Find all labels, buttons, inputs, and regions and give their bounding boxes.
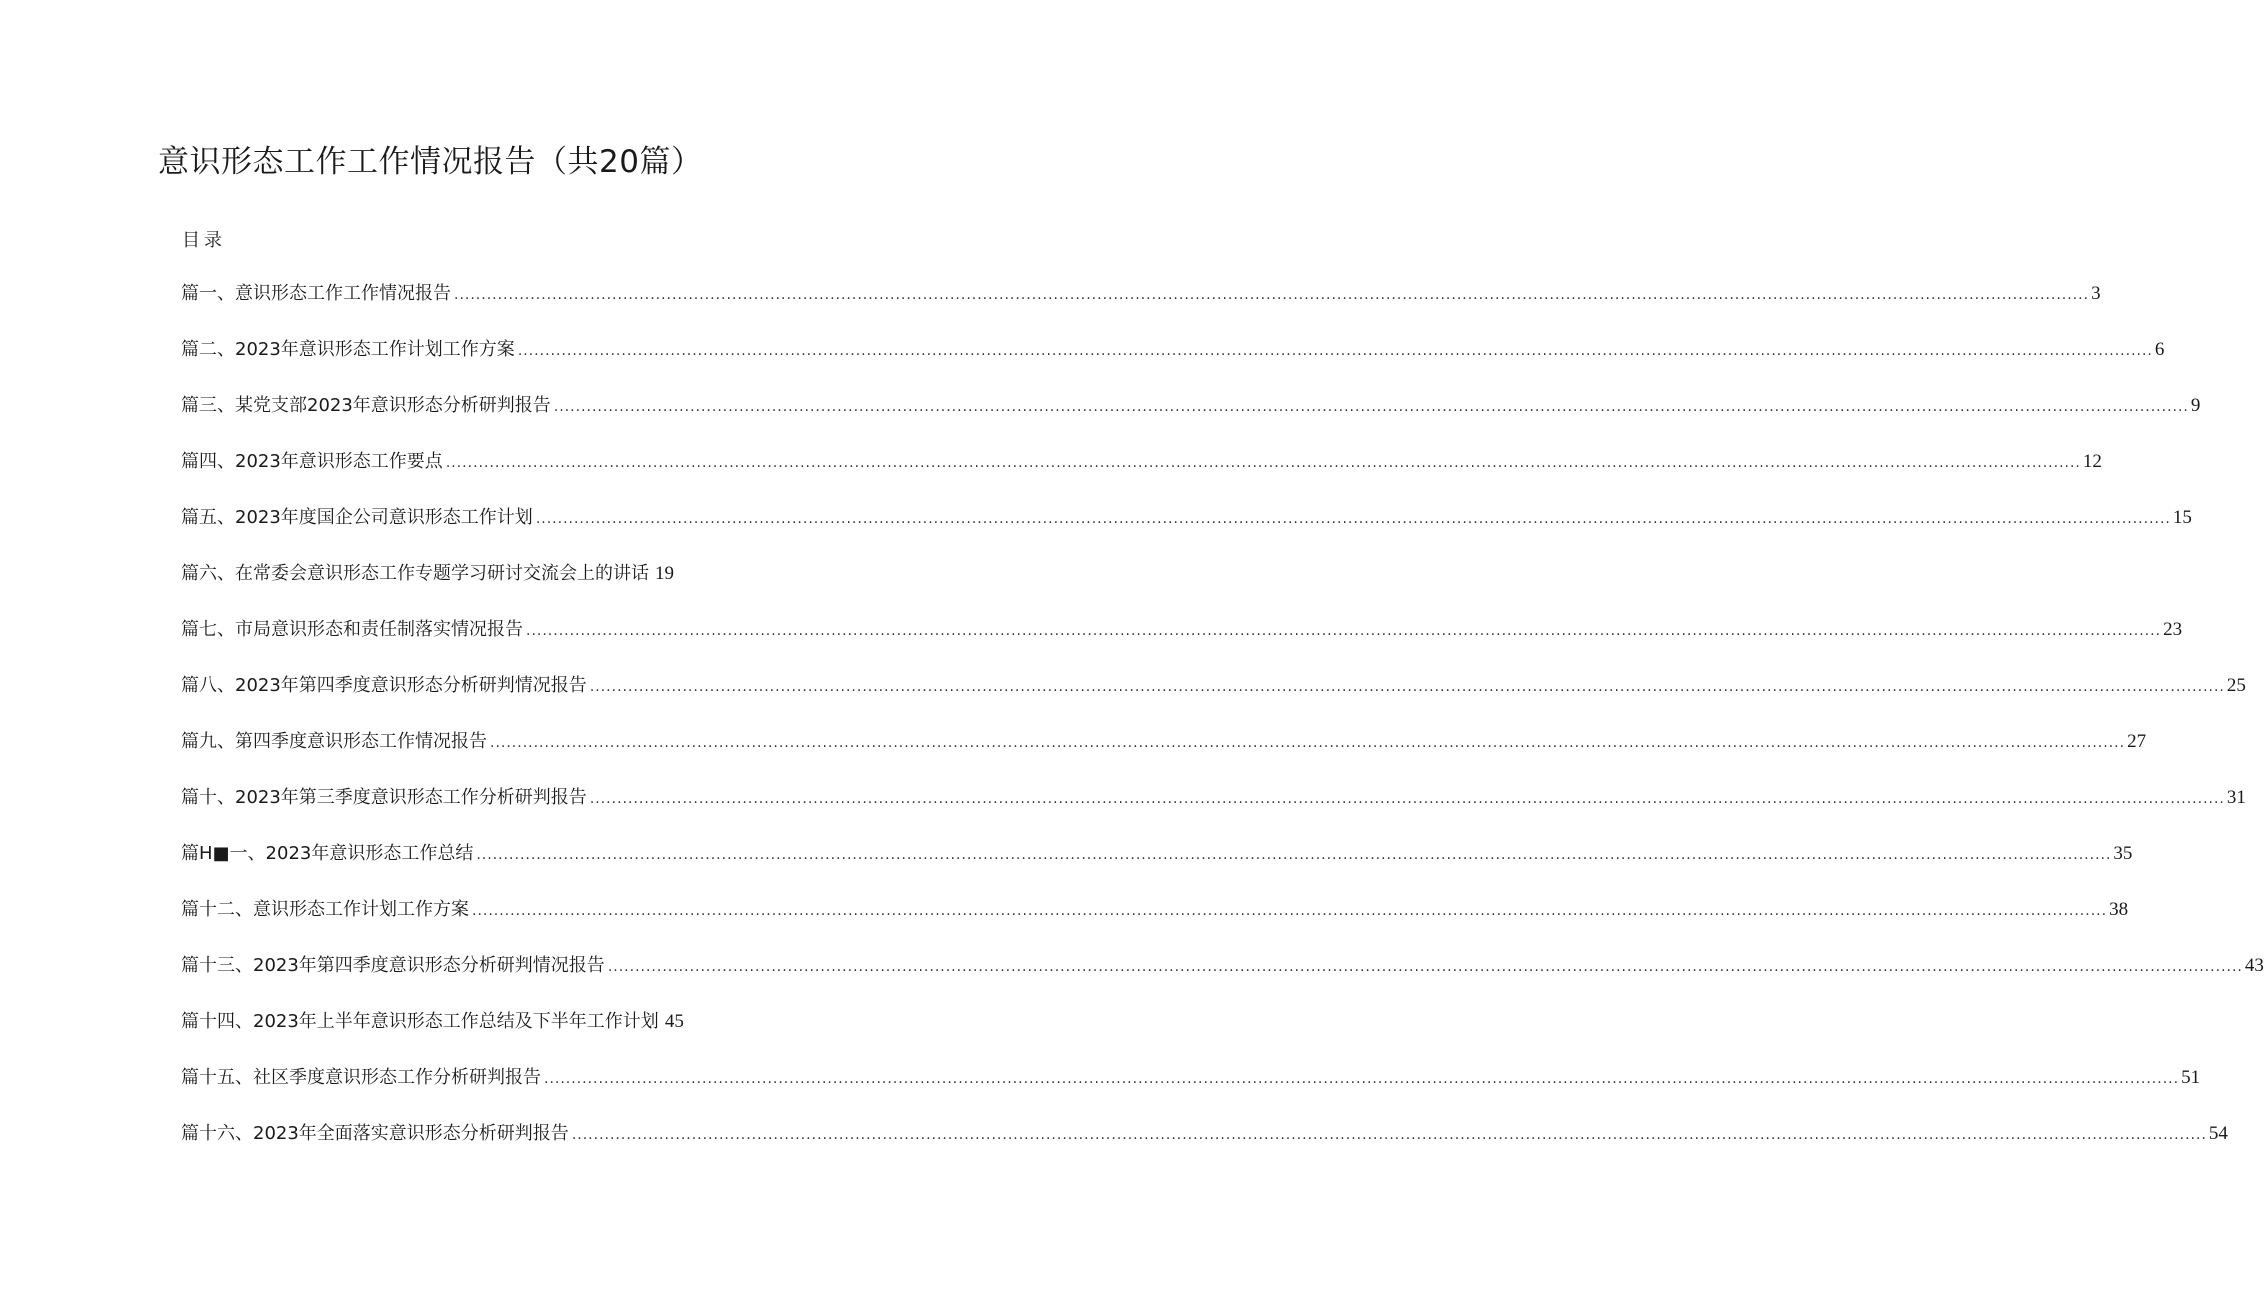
toc-entry[interactable] bbox=[181, 673, 2246, 729]
toc-entry-label: 篇九、第四季度意识形态工作情况报告 bbox=[181, 731, 487, 752]
toc-entry[interactable] bbox=[181, 897, 2129, 953]
toc-entry[interactable] bbox=[181, 449, 2102, 505]
toc-entry-page-number: 38 bbox=[2109, 899, 2129, 920]
toc-entry[interactable] bbox=[181, 1065, 2201, 1121]
toc-entry-page-number: 9 bbox=[2190, 395, 2201, 416]
toc-entry-page-number: 25 bbox=[2226, 675, 2246, 696]
toc-dot-leader: ............................................................................................................................................................................................................................................................................................................ bbox=[445, 455, 2081, 471]
toc-entry[interactable] bbox=[181, 953, 2264, 1009]
toc-entry-page-number: 23 bbox=[2163, 619, 2183, 640]
document-title: 意识形态工作工作情况报告（共20篇） bbox=[158, 144, 703, 180]
toc-entry[interactable] bbox=[181, 841, 2133, 897]
toc-entry[interactable] bbox=[181, 561, 779, 617]
toc-entry-label: 篇三、某党支部2023年意识形态分析研判报告 bbox=[181, 395, 551, 416]
toc-dot-leader: ............................................................................................................................................................................................................................................................................................................ bbox=[607, 959, 2243, 975]
toc-dot-leader: ............................................................................................................................................................................................................................................................................................................ bbox=[544, 1071, 2180, 1087]
toc-entry[interactable] bbox=[181, 505, 2192, 561]
toc-entry-page-number: 43 bbox=[2244, 955, 2264, 976]
toc-entry-label: 篇十五、社区季度意识形态工作分析研判报告 bbox=[181, 1067, 541, 1088]
toc-entry-label: 篇八、2023年第四季度意识形态分析研判情况报告 bbox=[181, 675, 587, 696]
toc-dot-leader: ............................................................................................................................................................................................................................................................................................................ bbox=[535, 511, 2171, 527]
toc-entry[interactable] bbox=[181, 729, 2147, 785]
toc-entry-label: 篇十二、意识形态工作计划工作方案 bbox=[181, 899, 469, 920]
toc-entry-label: 篇七、市局意识形态和责任制落实情况报告 bbox=[181, 619, 523, 640]
toc-dot-leader: ............................................................................................................................................................................................................................................................................................................ bbox=[454, 287, 2090, 303]
toc-dot-leader: ............................................................................................................................................................................................................................................................................................................ bbox=[553, 399, 2189, 415]
toc-entry[interactable] bbox=[181, 337, 2165, 393]
toc-entry[interactable] bbox=[181, 1121, 2228, 1177]
toc-dot-leader: ............................................................................................................................................................................................................................................................................................................ bbox=[490, 735, 2126, 751]
toc-entry-page-number: 27 bbox=[2127, 731, 2147, 752]
toc-dot-leader: ............................................................................................................................................................................................................................................................................................................ bbox=[472, 903, 2108, 919]
toc-entry-label: 篇六、在常委会意识形态工作专题学习研讨交流会上的讲话 bbox=[181, 563, 649, 584]
toc-dot-leader: ............................................................................................................................................................................................................................................................................................................ bbox=[526, 623, 2162, 639]
toc-entry-label: 篇四、2023年意识形态工作要点 bbox=[181, 451, 443, 472]
toc-entry[interactable] bbox=[181, 1009, 779, 1065]
toc-entry-page-number: 35 bbox=[2113, 843, 2133, 864]
toc-entry[interactable] bbox=[181, 617, 2183, 673]
toc-entry-page-number: 45 bbox=[664, 1011, 684, 1032]
toc-entry-page-number: 3 bbox=[2091, 283, 2101, 304]
toc-entry-page-number: 15 bbox=[2172, 507, 2192, 528]
toc-entry-page-number: 54 bbox=[2208, 1123, 2228, 1144]
table-of-contents bbox=[181, 281, 2264, 1177]
toc-heading: 目录 bbox=[182, 230, 226, 251]
toc-entry-label: 篇十四、2023年上半年意识形态工作总结及下半年工作计划 bbox=[181, 1011, 659, 1032]
toc-entry-page-number: 19 bbox=[655, 563, 674, 584]
toc-entry-label: 篇一、意识形态工作工作情况报告 bbox=[181, 283, 451, 304]
toc-entry[interactable] bbox=[181, 281, 2101, 337]
toc-dot-leader: ............................................................................................................................................................................................................................................................................................................ bbox=[589, 791, 2225, 807]
toc-entry[interactable] bbox=[181, 785, 2246, 841]
toc-entry-label: 篇H■一、2023年意识形态工作总结 bbox=[181, 843, 474, 864]
toc-entry-label: 篇二、2023年意识形态工作计划工作方案 bbox=[181, 339, 515, 360]
toc-entry-page-number: 31 bbox=[2226, 787, 2246, 808]
toc-dot-leader: ............................................................................................................................................................................................................................................................................................................ bbox=[517, 343, 2153, 359]
toc-entry-page-number: 12 bbox=[2082, 451, 2102, 472]
toc-entry[interactable] bbox=[181, 393, 2201, 449]
toc-dot-leader: ............................................................................................................................................................................................................................................................................................................ bbox=[589, 679, 2225, 695]
toc-dot-leader: ............................................................................................................................................................................................................................................................................................................ bbox=[476, 847, 2112, 863]
toc-entry-label: 篇十三、2023年第四季度意识形态分析研判情况报告 bbox=[181, 955, 605, 976]
toc-dot-leader: ............................................................................................................................................................................................................................................................................................................ bbox=[571, 1127, 2207, 1143]
toc-entry-label: 篇五、2023年度国企公司意识形态工作计划 bbox=[181, 507, 533, 528]
toc-entry-page-number: 6 bbox=[2154, 339, 2165, 360]
toc-entry-label: 篇十六、2023年全面落实意识形态分析研判报告 bbox=[181, 1123, 569, 1144]
toc-entry-page-number: 51 bbox=[2181, 1067, 2201, 1088]
toc-entry-label: 篇十、2023年第三季度意识形态工作分析研判报告 bbox=[181, 787, 587, 808]
